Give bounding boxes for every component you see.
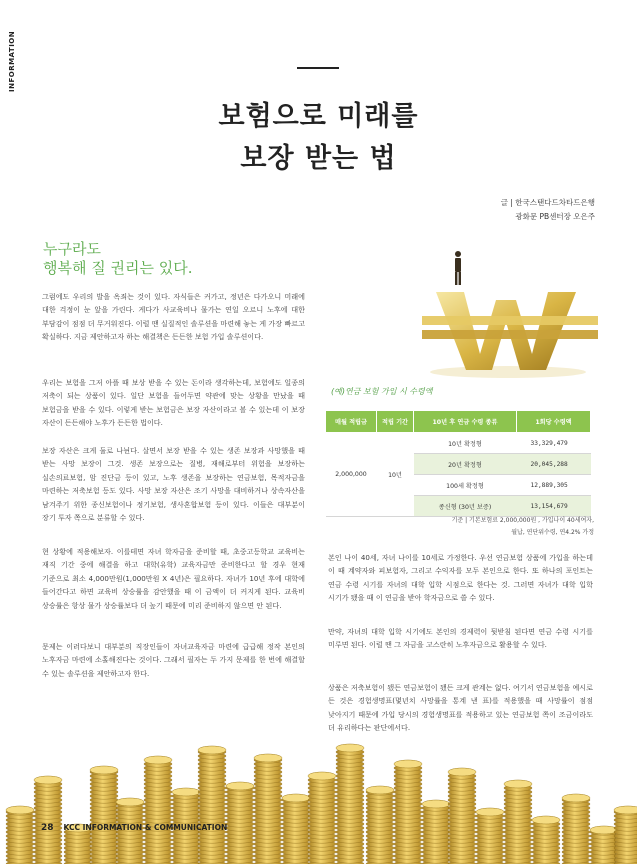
- left-paragraph-3: 보장 자산은 크게 둘로 나뉜다. 살면서 보장 받을 수 있는 생존 보장과 사망했을 때 받는 사망 보장이 그것. 생존 보장으로는 질병, 재해로부터 위험을 보장하는 실손의료보험, 암 진단금 등이 있고, 노후 생존을 보장하는 연금보험, 목적자금을 마련하는 저축보험 등도 있다. 사망 보장 자산은 조기 사망을 대비하거나 상속자산을 남겨주기 위한 종신보험이나 정기보험, 생사혼합보험 등이 있다. 이들은 대부분이 장기 투자 쪽으로 분류할 수 있다.: [42, 446, 305, 523]
- coin-stack: [226, 782, 254, 864]
- page-footer: [41, 823, 227, 833]
- table-cell-type: 100세 확정형: [414, 475, 517, 496]
- title-line-1: 보험으로 미래를: [218, 101, 419, 132]
- coin-stack: [254, 754, 282, 864]
- lead-line-2: 행복해 질 권리는 있다.: [43, 259, 193, 277]
- coin-stacks-illustration: [0, 740, 637, 864]
- table-cell-monthly: 2,000,000: [326, 433, 377, 517]
- table-cell-type: 종신형 (30년 보증): [414, 496, 517, 517]
- left-paragraph-1: 그럼에도 우리의 발을 옥죄는 것이 있다. 자식들은 커가고, 정년은 다가오니 미래에 대한 걱정이 눈 앞을 가린다. 게다가 사교육비나 물가는 연일 오르니 노후에 대한 부담감이 점점 더 무거워진다. 이럴 땐 실질적인 솔루션을 마련해 놓는 게 가장 빠르고 확실하다. 지금 제안하고자 하는 해결책은 든든한 보험 가입 솔루션이다.: [42, 292, 305, 342]
- table-cell-amount: 12,889,305: [517, 475, 591, 496]
- coin-stack: [476, 808, 504, 864]
- left-paragraph-2: 우리는 보험을 그저 아플 때 보상 받을 수 있는 돈이라 생각하는데, 보험에도 일종의 저축이 되는 상품이 있다. 일단 보험을 들어두면 약관에 맞는 상황을 만났을 때 보험금을 받을 수 있다. 이렇게 받는 보험금은 보장 자산이라고 볼 수 있는데 이 보장 자산이 든든해야 노후가 든든한 법이다.: [42, 378, 305, 428]
- table-cell-type: 10년 확정형: [414, 433, 517, 454]
- coin-stack: [614, 806, 637, 864]
- coin-stack: [448, 768, 476, 864]
- title-top-rule: [297, 67, 339, 69]
- table-header: 10년 후 연금 수령 종류: [414, 411, 517, 433]
- table-row: [326, 433, 591, 454]
- right-paragraph-3: 상품은 저축보험이 됐든 연금보험이 됐든 크게 관계는 없다. 여기서 연금보험을 예시로 든 것은 경험생명표(몇년치 사망률을 통계 낸 표)를 적용했을 때 사망률이 점점 낮아지기 때문에 가입 당시의 경험생명표를 적용하고 있는 연금보험 쪽이 조금이라도 더 유리하다는 판단에서다.: [328, 683, 593, 733]
- coin-stack: [6, 806, 34, 864]
- table-header-row: [326, 411, 591, 433]
- table-header: 1회당 수령액: [517, 411, 591, 433]
- coin-stack: [562, 794, 590, 864]
- coin-stack: [282, 794, 310, 864]
- coin-stack: [144, 756, 172, 864]
- coin-stack: [590, 826, 618, 864]
- coin-stack: [422, 800, 450, 864]
- left-paragraph-4: 현 상황에 적용해보자. 이를테면 자녀 학자금을 준비할 때, 초중고등학교 교육비는 재직 기간 중에 해결을 하고 대학(유학) 교육자금만 준비한다고 할 경우 현재 기준으로 최소 4,000만원(1,000만원 X 4년)은 필요하다. 자녀가 10년 후에 대학에 들어간다고 하면 교육비 상승률을 감안했을 때 이 금액이 더 커지게 된다. 교육비 상승률은 항상 물가 상승률보다 더 높기 때문에 미리 준비하지 않으면 안 된다.: [42, 547, 305, 610]
- right-paragraph-2: 만약, 자녀의 대학 입학 시기에도 본인의 경제력이 뒷받침 된다면 연금 수령 시기를 미루면 된다. 이럴 땐 그 자금을 고스란히 노후자금으로 활용할 수 있다.: [328, 627, 593, 650]
- page-number: 28: [41, 823, 54, 833]
- table-cell-amount: 13,154,679: [517, 496, 591, 517]
- publication-title: KCC INFORMATION & COMMUNICATION: [63, 823, 228, 832]
- section-side-label: INFORMATION: [8, 30, 16, 92]
- coin-stack: [198, 746, 226, 864]
- right-paragraph-1: 본인 나이 40세, 자녀 나이를 10세로 가정한다. 우선 연금보험 상품에 가입을 하는데 이 때 계약자와 피보험자, 그리고 수익자를 모두 본인으로 한다. 또 하나의 포인트는 연금 수령 시기를 자녀의 대학 입학 시점으로 한다는 것. 그러면 자녀가 대학 입학 시기가 됐을 때 이 연금을 받아 학자금으로 쓸 수 있다.: [328, 553, 593, 603]
- won-sign-illustration: [408, 246, 608, 378]
- coin-stack: [532, 816, 560, 864]
- annuity-table: [325, 410, 591, 517]
- byline-author-org: 글 | 한국스탠다드차타드은행: [500, 198, 595, 207]
- table-caption: (예)연금 보험 가입 시 수령액: [331, 387, 433, 396]
- table-note-line-1: 기준 | 기본보험료 2,000,000원 , 가입나이 40세여자,: [451, 517, 594, 524]
- table-header: 매월 적립금: [326, 411, 377, 433]
- table-cell-amount: 33,329,479: [517, 433, 591, 454]
- coin-stack: [308, 772, 336, 864]
- title-line-2: 보장 받는 법: [240, 143, 397, 174]
- coin-stack: [34, 776, 62, 864]
- coin-stack: [394, 760, 422, 864]
- table-note-line-2: 월납, 연단위수령, 연4.2% 가정: [511, 529, 594, 536]
- table-cell-type: 20년 확정형: [414, 454, 517, 475]
- table-cell-amount: 20,045,288: [517, 454, 591, 475]
- coin-stack: [336, 744, 364, 864]
- coin-stack: [504, 780, 532, 864]
- lead-line-1: 누구라도: [43, 240, 101, 258]
- table-cell-period: 10년: [377, 433, 414, 517]
- coin-stack: [366, 786, 394, 864]
- coin-stack: [90, 766, 118, 864]
- table-header: 적립 기간: [377, 411, 414, 433]
- byline-author-name: 광화문 PB센터장 오은주: [515, 212, 595, 221]
- left-paragraph-5: 문제는 이러다보니 대부분의 직장인들이 자녀교육자금 마련에 급급해 정작 본인의 노후자금 마련에 소홀해진다는 것이다. 그래서 필자는 두 가지 문제를 한 번에 해결할 수 있는 솔루션을 제안하고자 한다.: [42, 642, 305, 678]
